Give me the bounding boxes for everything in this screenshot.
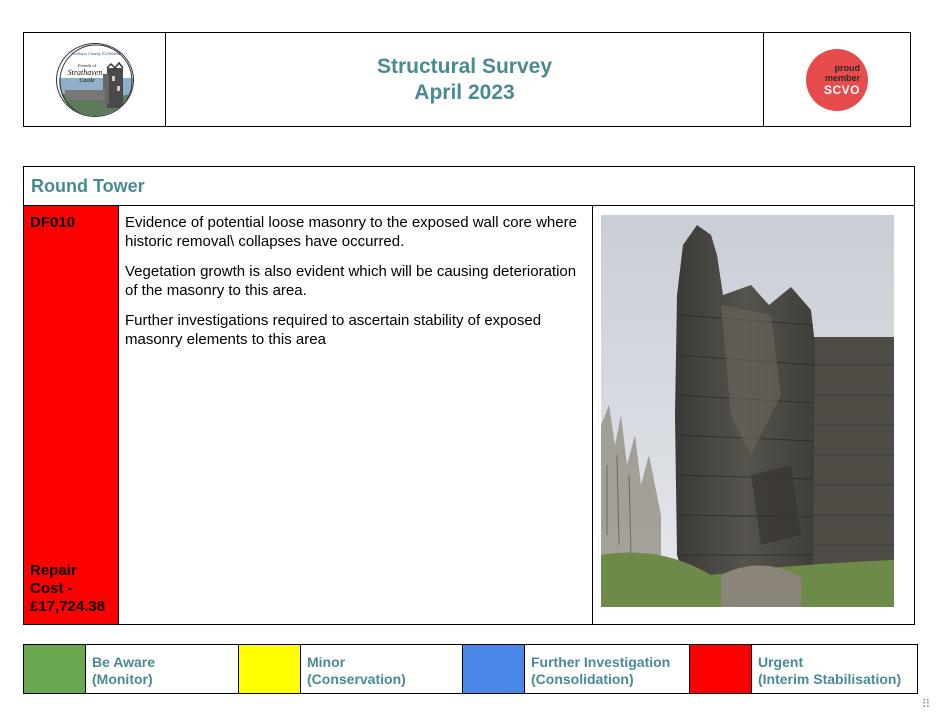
description-paragraph: Evidence of potential loose masonry to the exposed wall core where historic removal\ collapses have occurred. (125, 214, 577, 250)
severity-legend (23, 644, 918, 694)
legend-label-conservation (301, 645, 463, 693)
report-title: Structural Survey (376, 54, 553, 78)
legend-title: Further Investigation (531, 654, 671, 670)
legend-swatch-green (24, 645, 86, 693)
scvo-text: SCVO (823, 82, 860, 97)
legend-subtitle: (Consolidation) (531, 671, 634, 687)
svg-text:Strathaven: Strathaven (67, 67, 102, 77)
scvo-proud: proud (834, 62, 860, 73)
resize-grip-icon[interactable]: ⠿ (921, 697, 931, 711)
legend-swatch-yellow (239, 645, 301, 693)
friends-of-strathaven-castle-logo (56, 43, 134, 117)
svg-text:Castle: Castle (78, 77, 95, 84)
defect-id-cell (24, 206, 119, 624)
legend-label-monitor (86, 645, 239, 693)
report-date: April 2023 (414, 80, 515, 104)
repair-cost-label: Repair Cost - (30, 562, 77, 597)
legend-title: Be Aware (92, 654, 156, 670)
legend-label-consolidation (525, 645, 690, 693)
description-paragraph: Further investigations required to ascertain stability of exposed masonry elements to this area (125, 312, 542, 348)
title-cell (166, 33, 764, 126)
legend-subtitle: (Conservation) (307, 671, 406, 687)
scvo-member-logo (806, 49, 868, 111)
legend-title: Minor (307, 654, 346, 670)
description-cell (119, 206, 593, 624)
description-paragraph: Vegetation growth is also evident which will be causing deterioration of the masonry to this area. (125, 263, 577, 299)
legend-subtitle: (Monitor) (92, 671, 153, 687)
legend-swatch-red (690, 645, 752, 693)
round-tower-photo (601, 215, 894, 607)
survey-row (24, 206, 914, 624)
section-title: Round Tower (24, 167, 914, 206)
report-header (23, 32, 911, 127)
legend-label-urgent (752, 645, 917, 693)
scvo-member: member (824, 72, 860, 83)
scvo-cell (764, 33, 910, 126)
legend-subtitle: (Interim Stabilisation) (758, 671, 902, 687)
legend-title: Urgent (758, 654, 804, 670)
svg-text:Friends of: Friends of (77, 62, 96, 68)
survey-table (23, 166, 915, 625)
repair-cost-value: £17,724.38 (30, 598, 106, 615)
repair-cost (30, 562, 112, 616)
photo-cell (593, 206, 914, 624)
svg-text:Scotland Charity SC050696: Scotland Charity SC050696 (70, 50, 121, 56)
logo-cell (24, 33, 166, 126)
defect-code: DF010 (30, 214, 76, 231)
castle-logo-icon (57, 44, 134, 117)
legend-swatch-blue (463, 645, 525, 693)
